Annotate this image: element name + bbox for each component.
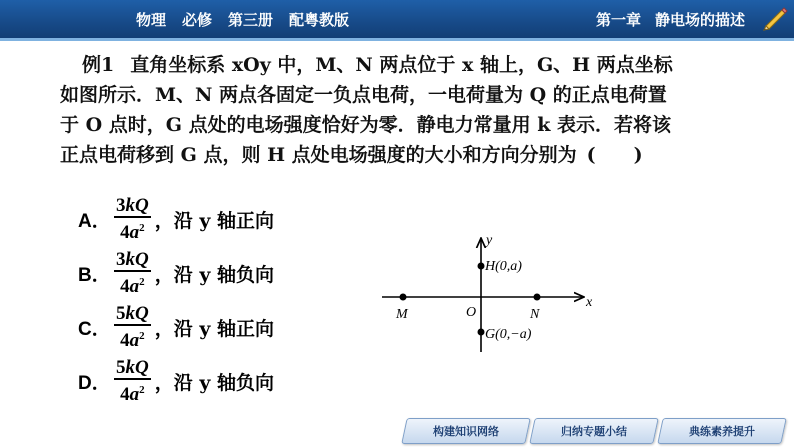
option-letter: A． [78,210,111,232]
fraction-denominator: $4a^2$ [120,383,145,405]
option-text: ，沿 y 轴负向 [154,371,275,394]
option-text: ，沿 y 轴正向 [154,317,275,340]
fraction-denominator: $4a^2$ [120,329,145,351]
question-line-3: 于 O 点时，G 点处的电场强度恰好为零．静电力常量用 k 表示．若将该 [60,114,672,136]
fraction-numerator: 3kQ [116,194,149,216]
pencil-icon [760,4,788,32]
question-line-4 [60,140,760,170]
nav-button-practice[interactable]: 典练素养提升 [657,418,787,444]
question-line-1 [60,50,760,80]
option-d[interactable] [78,354,274,408]
option-text: ，沿 y 轴负向 [154,263,275,286]
answer-blank: ( ) [586,144,643,166]
fraction-numerator: 3kQ [116,248,149,270]
option-a[interactable] [78,192,274,246]
header-bar [0,0,794,38]
option-letter: B． [78,264,111,286]
point-h-label: H(0,a) [485,259,522,274]
bottom-nav [404,418,784,444]
question-text-1: 直角坐标系 xOy 中，M、N 两点位于 x 轴上，G、H 两点坐标 [130,54,673,76]
point-m-label: M [396,307,408,322]
x-axis-label: x [586,295,593,310]
book-type: 必修 [182,11,213,29]
question-line-2: 如图所示．M、N 两点各固定一负点电荷，一电荷量为 Q 的正点电荷置 [60,84,667,106]
origin-label: O [466,305,477,320]
point-g-label: G(0,−a) [485,327,532,342]
question-block [60,50,760,170]
fraction-numerator: 5kQ [116,302,149,324]
option-c[interactable] [78,300,274,354]
option-fraction [114,358,151,405]
point-n-label: N [530,307,540,322]
fraction-denominator: $4a^2$ [120,275,145,297]
point-h-dot [478,263,485,270]
question-label: 例1 [82,54,115,76]
book-title [136,9,349,29]
option-fraction [114,304,151,351]
option-fraction [114,250,151,297]
chapter-title [596,9,745,29]
book-subject: 物理 [136,11,167,29]
nav-button-topic-summary[interactable]: 归纳专题小结 [529,418,659,444]
point-g-dot [478,329,485,336]
point-m-dot [400,294,407,301]
book-edition: 配粤教版 [289,11,350,29]
y-axis-label: y [486,233,493,248]
option-letter: C． [78,318,111,340]
fraction-numerator: 5kQ [116,356,149,378]
coordinate-diagram [378,228,608,358]
options-list [78,192,274,408]
chapter-name: 静电场的描述 [655,11,746,29]
question-text-4: 正点电荷移到 G 点，则 H 点处电场强度的大小和方向分别为 [60,144,577,166]
header-stripe [0,38,794,41]
point-n-dot [534,294,541,301]
option-letter: D． [78,372,111,394]
option-b[interactable] [78,246,274,300]
option-text: ，沿 y 轴正向 [154,209,275,232]
chapter-number: 第一章 [596,11,642,29]
book-volume: 第三册 [228,11,274,29]
option-fraction [114,196,151,243]
nav-button-knowledge-network[interactable]: 构建知识网络 [401,418,531,444]
fraction-denominator: $4a^2$ [120,221,145,243]
